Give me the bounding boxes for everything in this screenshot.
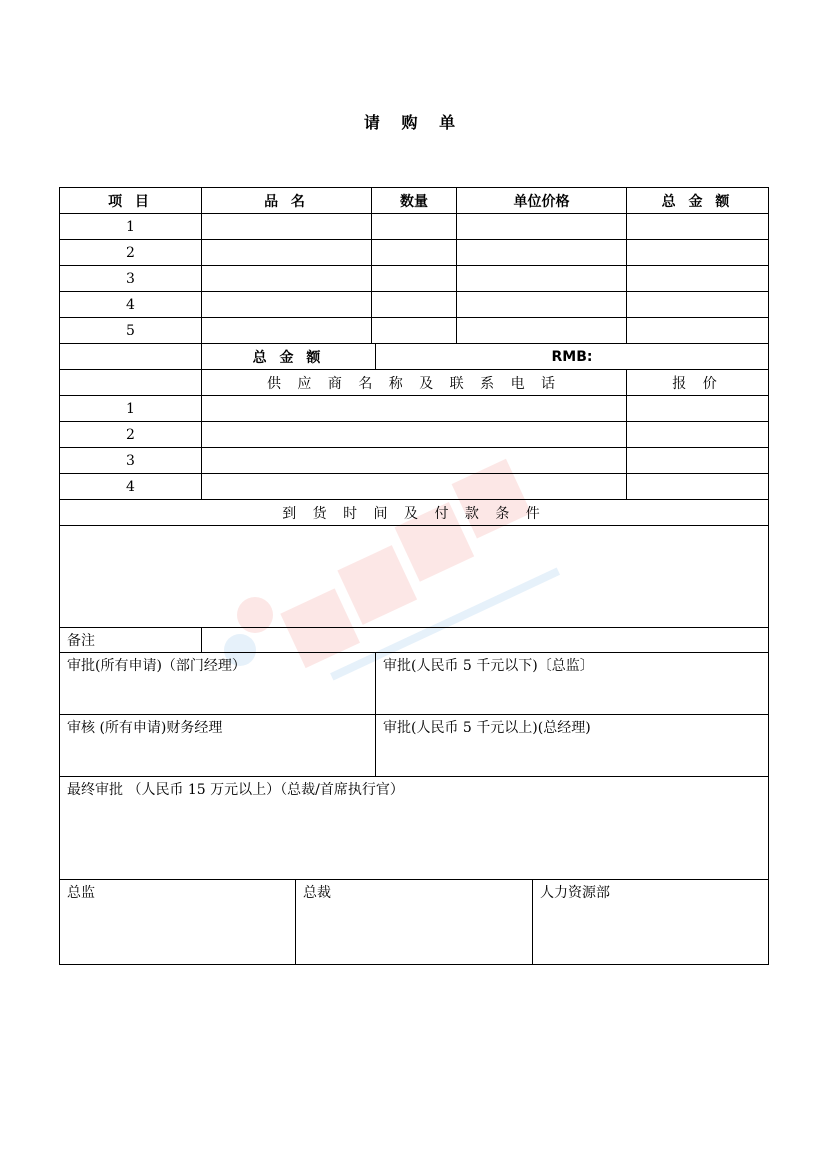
- supplier-header-row: [60, 370, 769, 396]
- unit-price-cell[interactable]: [457, 292, 627, 318]
- purchase-requisition-table: [59, 187, 769, 965]
- total-amount-cell[interactable]: [627, 214, 769, 240]
- quantity-cell[interactable]: [372, 240, 457, 266]
- supplier-contact-cell[interactable]: [202, 448, 627, 474]
- header-item-no: 项 目: [60, 188, 202, 214]
- delivery-payment-row: [60, 526, 769, 628]
- table-row: [60, 266, 769, 292]
- approval-row-2: [60, 715, 769, 777]
- supplier-number: 3: [60, 448, 202, 474]
- page-title: 请 购 单: [363, 113, 464, 132]
- signature-director[interactable]: 总监: [60, 880, 296, 964]
- unit-price-cell[interactable]: [457, 266, 627, 292]
- supplier-contact-cell[interactable]: [202, 474, 627, 500]
- table-row: [60, 292, 769, 318]
- supplier-number: 4: [60, 474, 202, 500]
- dept-manager-approval[interactable]: 审批(所有申请)（部门经理）: [60, 653, 376, 715]
- remark-field[interactable]: [202, 628, 769, 653]
- item-number: 2: [60, 240, 202, 266]
- quote-cell[interactable]: [627, 448, 769, 474]
- signature-hr[interactable]: 人力资源部: [540, 885, 610, 901]
- quantity-cell[interactable]: [372, 292, 457, 318]
- header-total-amount: 总 金 额: [627, 188, 769, 214]
- product-name-cell[interactable]: [202, 266, 372, 292]
- total-amount-cell[interactable]: [627, 266, 769, 292]
- table-row: [60, 240, 769, 266]
- supplier-header-blank: [60, 370, 202, 396]
- quantity-cell[interactable]: [372, 266, 457, 292]
- delivery-header-row: [60, 500, 769, 526]
- list-item: [60, 422, 769, 448]
- approval-row-1: [60, 653, 769, 715]
- unit-price-cell[interactable]: [457, 214, 627, 240]
- list-item: [60, 448, 769, 474]
- item-number: 3: [60, 266, 202, 292]
- table-row: [60, 318, 769, 344]
- product-name-cell[interactable]: [202, 240, 372, 266]
- signature-president[interactable]: 总裁: [296, 880, 533, 964]
- delivery-payment-field[interactable]: [60, 526, 769, 628]
- supplier-header: 供 应 商 名 称 及 联 系 电 话: [202, 370, 627, 396]
- supplier-number: 2: [60, 422, 202, 448]
- quantity-cell[interactable]: [372, 214, 457, 240]
- total-row-blank: [60, 344, 202, 370]
- product-name-cell[interactable]: [202, 292, 372, 318]
- header-unit-price: 单位价格: [457, 188, 627, 214]
- product-name-cell[interactable]: [202, 214, 372, 240]
- quote-cell[interactable]: [627, 396, 769, 422]
- general-manager-approval[interactable]: 审批(人民币 5 千元以上)(总经理): [376, 715, 769, 777]
- delivery-payment-header: 到 货 时 间 及 付 款 条 件: [60, 500, 769, 526]
- total-amount-cell[interactable]: [627, 292, 769, 318]
- list-item: [60, 474, 769, 500]
- list-item: [60, 396, 769, 422]
- quote-cell[interactable]: [627, 474, 769, 500]
- director-approval[interactable]: 审批(人民币 5 千元以下)〔总监〕: [376, 653, 769, 715]
- unit-price-cell[interactable]: [457, 240, 627, 266]
- finance-manager-review[interactable]: 审核 (所有申请)财务经理: [60, 715, 376, 777]
- total-amount-cell[interactable]: [627, 240, 769, 266]
- quantity-cell[interactable]: [372, 318, 457, 344]
- unit-price-cell[interactable]: [457, 318, 627, 344]
- item-number: 5: [60, 318, 202, 344]
- supplier-number: 1: [60, 396, 202, 422]
- remark-row: [60, 628, 769, 653]
- item-number: 4: [60, 292, 202, 318]
- quote-cell[interactable]: [627, 422, 769, 448]
- items-header-row: [60, 188, 769, 214]
- total-amount-label: 总 金 额: [202, 344, 376, 370]
- signature-container: [60, 880, 769, 965]
- total-amount-rmb-field[interactable]: [376, 344, 769, 370]
- supplier-contact-cell[interactable]: [202, 422, 627, 448]
- remark-label: 备注: [60, 628, 202, 653]
- quote-header: 报 价: [627, 370, 769, 396]
- product-name-cell[interactable]: [202, 318, 372, 344]
- final-approval-row: [60, 777, 769, 880]
- header-quantity: 数量: [372, 188, 457, 214]
- total-amount-cell[interactable]: [627, 318, 769, 344]
- table-row: [60, 214, 769, 240]
- total-row: [60, 344, 769, 370]
- header-product-name: 品 名: [202, 188, 372, 214]
- item-number: 1: [60, 214, 202, 240]
- supplier-contact-cell[interactable]: [202, 396, 627, 422]
- signature-row: [60, 880, 769, 965]
- final-approval[interactable]: 最终审批 （人民币 15 万元以上）（总裁/首席执行官）: [60, 777, 769, 880]
- rmb-label: RMB:: [551, 348, 593, 365]
